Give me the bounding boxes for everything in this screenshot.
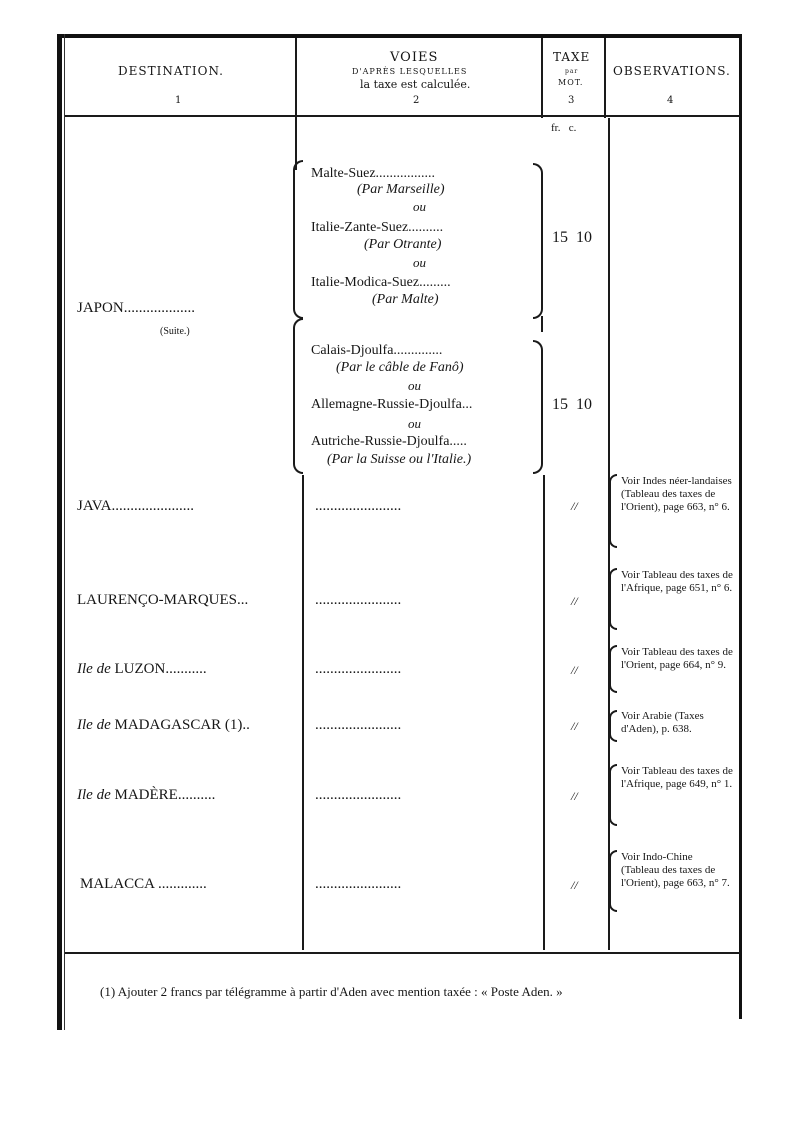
- col2-header-sub2: la taxe est calculée.: [360, 78, 471, 91]
- dest-laurenco-marques: [77, 592, 248, 609]
- taxe-java: //: [571, 499, 578, 513]
- dest-java: [77, 498, 194, 515]
- dest-java-dots: ......................: [111, 498, 194, 514]
- taxe-madagascar: //: [571, 719, 578, 733]
- taxe-luzon: //: [571, 663, 578, 677]
- dest-laurenco-dots: ...: [237, 592, 249, 608]
- col2-header-title: VOIES: [390, 50, 439, 65]
- col3-number: 3: [568, 95, 575, 106]
- japon-group1-right-brace: [533, 163, 543, 319]
- route-or-4: ou: [408, 416, 421, 431]
- voies-laurenco-marques: .......................: [315, 592, 402, 608]
- col3-header-par: par: [565, 68, 579, 75]
- table-top-border: [57, 34, 742, 38]
- japon-group2-right-brace: [533, 340, 543, 474]
- japon-group1-left-brace: [293, 160, 303, 319]
- col3-header-mot: MOT.: [558, 78, 584, 87]
- dest-madere-name: MADÈRE: [114, 787, 178, 803]
- dest-malacca-dots: .............: [157, 876, 207, 892]
- japon-group2-left-brace: [293, 318, 303, 474]
- dest-madere-dots: ..........: [177, 787, 216, 803]
- col4-number: 4: [667, 95, 674, 106]
- voies-madere: .......................: [315, 787, 402, 803]
- col4-header: OBSERVATIONS.: [613, 64, 731, 78]
- voies-java: .......................: [315, 498, 402, 514]
- dest-japon: [77, 300, 195, 317]
- route-italie-zante-suez-via: (Par Otrante): [364, 237, 442, 252]
- obs-laurenco-marques: Voir Tableau des taxes de l'Afrique, page 651, n° 6.: [621, 569, 733, 594]
- dest-japon-dots: ...................: [123, 300, 195, 316]
- obs-java: Voir Indes néer-landaises (Tableau des taxes de l'Orient), page 663, n° 6.: [621, 475, 732, 513]
- route-italie-modica-suez: Italie-Modica-Suez.........: [311, 275, 451, 290]
- dest-madere-prefix: Ile de: [77, 787, 111, 803]
- route-malte-suez-via: (Par Marseille): [357, 182, 445, 197]
- route-malte-suez: Malte-Suez.................: [311, 166, 436, 181]
- route-italie-modica-suez-via: (Par Malte): [372, 292, 439, 307]
- taxe-malacca: //: [571, 878, 578, 892]
- voies-madagascar: .......................: [315, 717, 402, 733]
- col-divider-2-gap: [541, 316, 543, 332]
- col-divider-2b: [543, 475, 545, 950]
- taxe-madere: //: [571, 789, 578, 803]
- obs-laurenco-brace: [609, 568, 617, 630]
- route-or-2: ou: [413, 255, 426, 270]
- footnote: (1) Ajouter 2 francs par télégramme à partir d'Aden avec mention taxée : « Poste Aden. »: [100, 984, 563, 999]
- dest-japon-name: JAPON: [77, 300, 124, 316]
- taxe-japon-group2: 15 10: [552, 396, 592, 413]
- col3-header-title: TAXE: [553, 50, 591, 64]
- dest-luzon: [77, 661, 207, 678]
- dest-japon-suite: (Suite.): [160, 326, 190, 337]
- col-divider-3-header: [604, 38, 606, 118]
- dest-malacca: [80, 876, 207, 893]
- dest-malacca-name: MALACCA: [80, 876, 155, 892]
- obs-luzon-brace: [609, 645, 617, 693]
- dest-madere: [77, 787, 215, 804]
- obs-madere: Voir Tableau des taxes de l'Afrique, page 649, n° 1.: [621, 765, 733, 790]
- col-divider-1-header: [295, 38, 297, 118]
- obs-madere-brace: [609, 764, 617, 826]
- taxe-japon-group1: 15 10: [552, 229, 592, 246]
- voies-malacca: .......................: [315, 876, 402, 892]
- dest-madagascar-name: MADAGASCAR: [114, 717, 222, 733]
- dest-madagascar-suffix: (1)..: [224, 717, 250, 733]
- route-calais-djoulfa-via: (Par le câble de Fanô): [336, 360, 464, 375]
- col2-number: 2: [413, 95, 420, 106]
- dest-luzon-prefix: Ile de: [77, 661, 111, 677]
- col-divider-1b: [302, 475, 304, 950]
- route-or-3: ou: [408, 378, 421, 393]
- col1-header: DESTINATION.: [118, 64, 224, 78]
- dest-luzon-dots: ...........: [165, 661, 207, 677]
- dest-madagascar-prefix: Ile de: [77, 717, 111, 733]
- header-divider: [65, 115, 740, 117]
- voies-luzon: .......................: [315, 661, 402, 677]
- route-autriche-russie-djoulfa: Autriche-Russie-Djoulfa.....: [311, 434, 467, 449]
- col-divider-2-header: [541, 38, 543, 118]
- obs-madagascar: Voir Arabie (Taxes d'Aden), p. 638.: [621, 710, 704, 735]
- dest-java-name: JAVA: [77, 498, 112, 514]
- dest-laurenco-name: LAURENÇO-MARQUES: [77, 592, 238, 608]
- taxe-laurenco-marques: //: [571, 594, 578, 608]
- table-left-border: [57, 34, 62, 1030]
- obs-luzon: Voir Tableau des taxes de l'Orient, page 664, n° 9.: [621, 646, 733, 671]
- route-calais-djoulfa: Calais-Djoulfa..............: [311, 343, 443, 358]
- route-autriche-russie-djoulfa-via: (Par la Suisse ou l'Italie.): [327, 452, 472, 467]
- col2-header-sub: D'APRÈS LESQUELLES: [352, 67, 468, 76]
- dest-madagascar: [77, 717, 250, 734]
- obs-madagascar-brace: [609, 710, 617, 742]
- currency-units: fr. c.: [551, 122, 577, 134]
- route-italie-zante-suez: Italie-Zante-Suez..........: [311, 220, 444, 235]
- table-left-inner-border: [64, 34, 65, 1030]
- table-right-border: [739, 34, 742, 1019]
- dest-luzon-name: LUZON: [114, 661, 166, 677]
- route-allemagne-russie-djoulfa: Allemagne-Russie-Djoulfa...: [311, 397, 473, 412]
- obs-java-brace: [609, 474, 617, 548]
- col1-number: 1: [175, 95, 182, 106]
- route-or-1: ou: [413, 199, 426, 214]
- obs-malacca: Voir Indo-Chine (Tableau des taxes de l'Orient), page 663, n° 7.: [621, 851, 730, 889]
- footer-divider: [65, 952, 740, 954]
- obs-malacca-brace: [609, 850, 617, 912]
